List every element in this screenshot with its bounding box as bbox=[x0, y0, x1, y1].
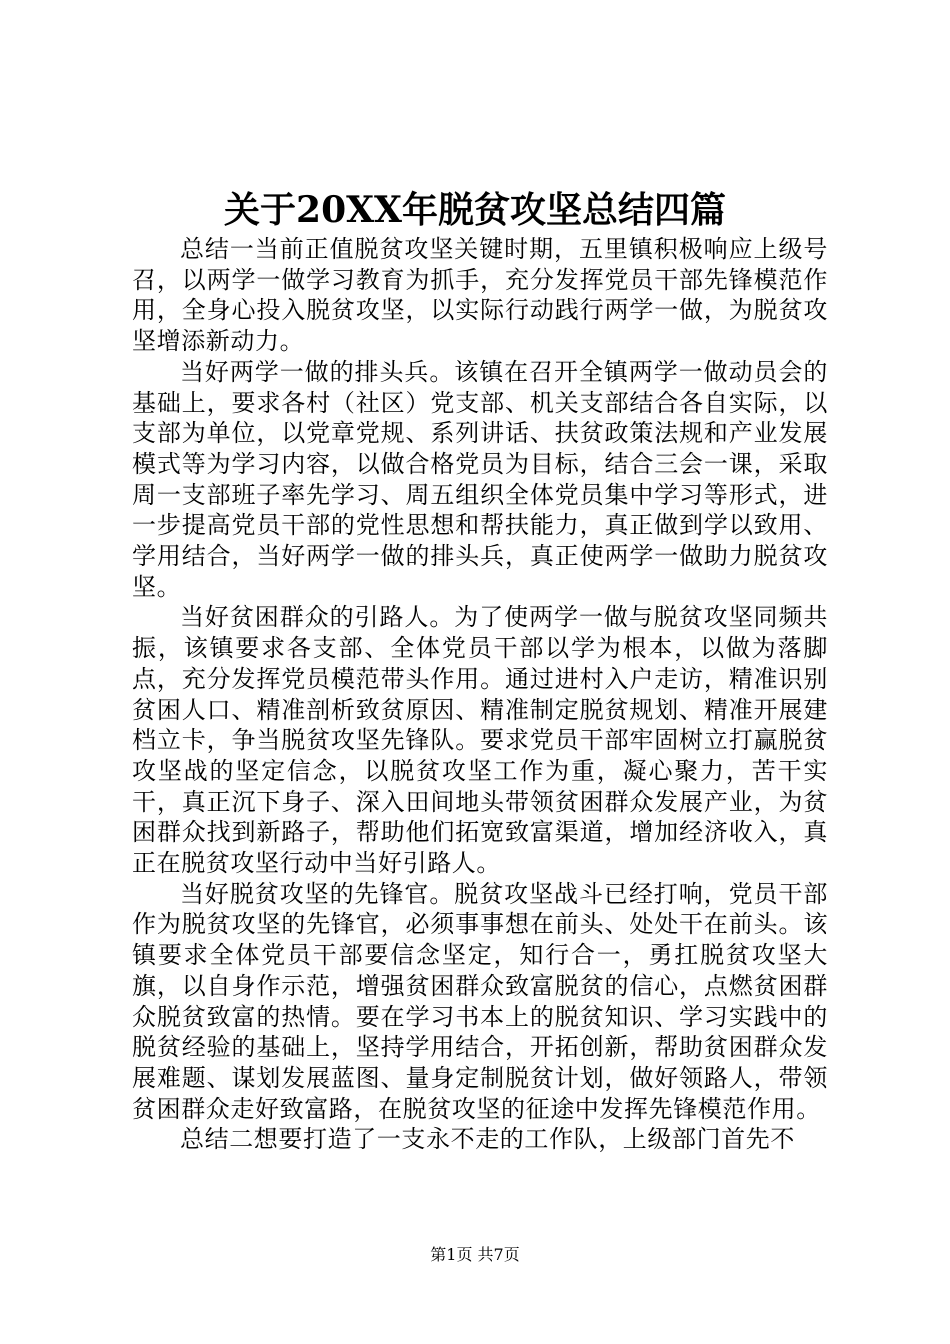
paragraph-5: 总结二想要打造了一支永不走的工作队，上级部门首先不 bbox=[180, 1125, 795, 1154]
paragraph-1: 总结一当前正值脱贫攻坚关键时期，五里镇积极响应上级号召，以两学一做学习教育为抓手，充分发挥党员干部先锋模范作用，全身心投入脱贫攻坚，以实际行动践行两学一做，为脱贫攻坚增添新动力。 bbox=[132, 235, 828, 356]
document-title: 关于20XX年脱贫攻坚总结四篇 bbox=[224, 189, 726, 231]
page-number-footer: 第1页 共7页 bbox=[430, 1245, 520, 1264]
paragraph-3: 当好贫困群众的引路人。为了使两学一做与脱贫攻坚同频共振，该镇要求各支部、全体党员干部以学为根本，以做为落脚点，充分发挥党员模范带头作用。通过进村入户走访，精准识别贫困人口、精准剖析致贫原因、精准制定脱贫规划、精准开展建档立卡，争当脱贫攻坚先锋队。要求党员干部牢固树立打赢脱贫攻坚战的坚定信念，以脱贫攻坚工作为重，凝心聚力，苦干实干，真正沉下身子、深入田间地头带领贫困群众发展产业，为贫困群众找到新路子，帮助他们拓宽致富渠道，增加经济收入，真正在脱贫攻坚行动中当好引路人。 bbox=[132, 603, 828, 878]
paragraph-2: 当好两学一做的排头兵。该镇在召开全镇两学一做动员会的基础上，要求各村（社区）党支部、机关支部结合各自实际，以支部为单位，以党章党规、系列讲话、扶贫政策法规和产业发展模式等为学习内容，以做合格党员为目标，结合三会一课，采取周一支部班子率先学习、周五组织全体党员集中学习等形式，进一步提高党员干部的党性思想和帮扶能力，真正做到学以致用、学用结合，当好两学一做的排头兵，真正使两学一做助力脱贫攻坚。 bbox=[132, 357, 828, 601]
document-body bbox=[132, 234, 828, 1155]
paragraph-4: 当好脱贫攻坚的先锋官。脱贫攻坚战斗已经打响，党员干部作为脱贫攻坚的先锋官，必须事事想在前头、处处干在前头。该镇要求全体党员干部要信念坚定，知行合一，勇扛脱贫攻坚大旗，以自身作示范，增强贫困群众致富脱贫的信心，点燃贫困群众脱贫致富的热情。要在学习书本上的脱贫知识、学习实践中的脱贫经验的基础上，坚持学用结合，开拓创新，帮助贫困群众发展难题、谋划发展蓝图、量身定制脱贫计划，做好领路人，带领贫困群众走好致富路，在脱贫攻坚的征途中发挥先锋模范作用。 bbox=[132, 879, 828, 1123]
